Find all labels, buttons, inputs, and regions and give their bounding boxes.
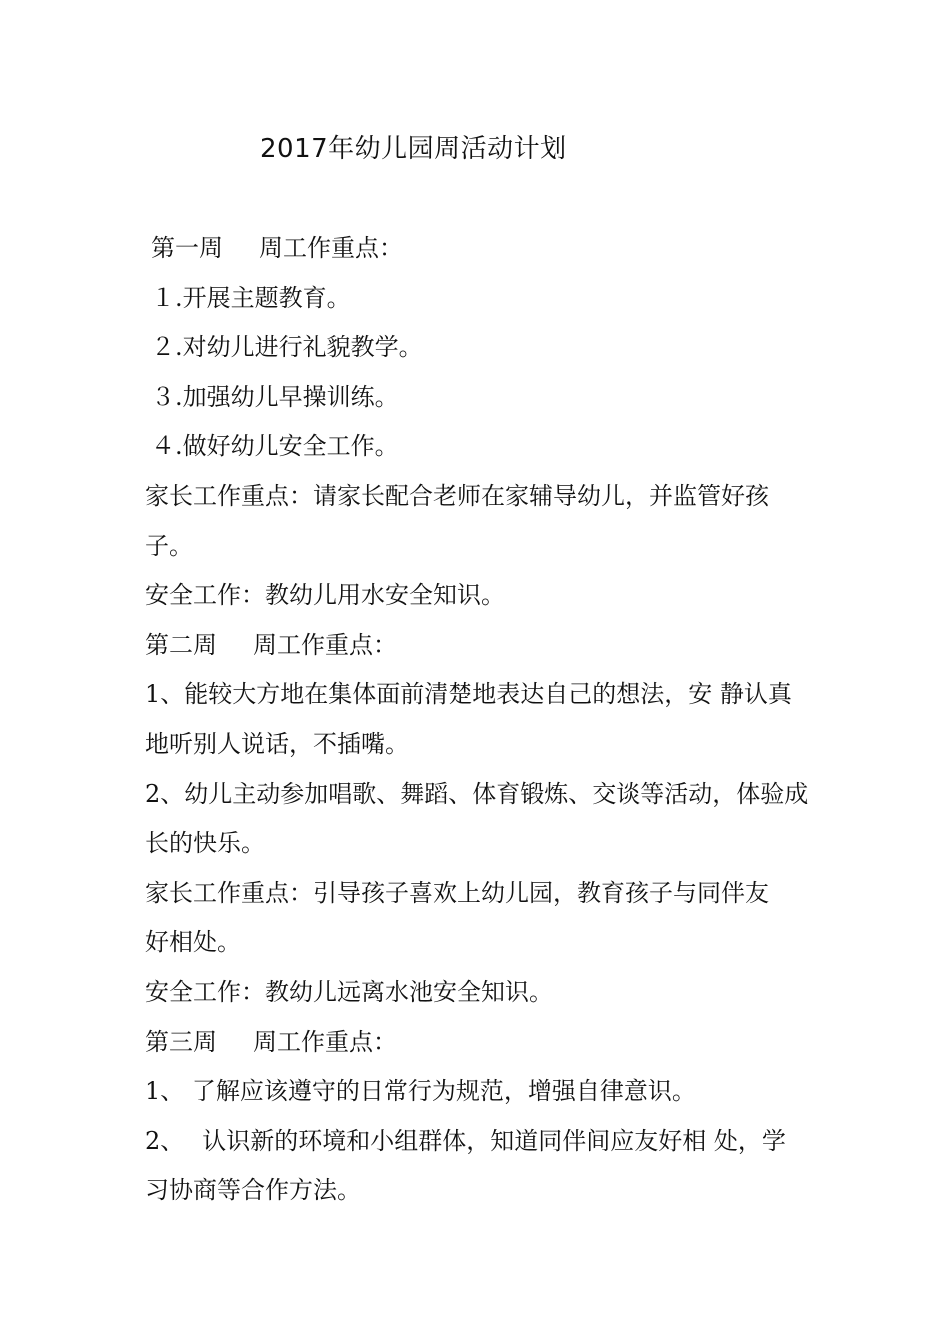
week3-heading — [145, 1018, 810, 1068]
week1-heading — [145, 224, 810, 274]
week1-item-2: ２.对幼儿进行礼貌教学。 — [151, 333, 423, 362]
week2-safety: 安全工作：教幼儿远离水池安全知识。 — [145, 977, 553, 1006]
document-body — [145, 224, 810, 1216]
week2-focus-label: 周工作重点： — [253, 630, 397, 659]
week2-item-2-line-2: 长的快乐。 — [145, 829, 265, 858]
week1-safety: 安全工作：教幼儿用水安全知识。 — [145, 581, 505, 610]
week2-item-2-line-1: 2、幼儿主动参加唱歌、舞蹈、体育锻炼、交谈等活动，体验成 — [145, 779, 809, 808]
week3-item-2-line-2: 习协商等合作方法。 — [145, 1176, 361, 1205]
week3-item-2-line-1 — [145, 1117, 810, 1167]
document-title: 2017年幼儿园周活动计划 — [260, 134, 567, 164]
week1-item-1: １.开展主题教育。 — [151, 283, 351, 312]
week2-parent-line-2: 好相处。 — [145, 928, 241, 957]
week3-item-1: 1、 了解应该遵守的日常行为规范，增强自律意识。 — [145, 1077, 696, 1106]
week2-label: 第二周 — [145, 630, 217, 659]
week2-item-1-line-1: 1、能较大方地在集体面前清楚地表达自己的想法，安 静认真 — [145, 680, 792, 709]
week2-heading — [145, 621, 810, 671]
week3-item-2-prefix: 2、 — [145, 1126, 185, 1155]
week3-label: 第三周 — [145, 1027, 217, 1056]
week3-item-2-text: 认识新的环境和小组群体，知道同伴间应友好相 处，学 — [202, 1126, 786, 1155]
week1-parent-line-2: 子。 — [145, 531, 193, 560]
week2-parent-line-1: 家长工作重点：引导孩子喜欢上幼儿园，教育孩子与同伴友 — [145, 878, 769, 907]
week2-item-1-line-2: 地听别人说话，不插嘴。 — [145, 729, 409, 758]
week1-item-3: ３.加强幼儿早操训练。 — [151, 382, 399, 411]
week1-label: 第一周 — [151, 234, 223, 262]
week3-focus-label: 周工作重点： — [253, 1027, 397, 1056]
week1-parent-line-1: 家长工作重点：请家长配合老师在家辅导幼儿，并监管好孩 — [145, 481, 769, 510]
week1-item-4: ４.做好幼儿安全工作。 — [151, 432, 399, 461]
week1-focus-label: 周工作重点： — [259, 234, 403, 262]
